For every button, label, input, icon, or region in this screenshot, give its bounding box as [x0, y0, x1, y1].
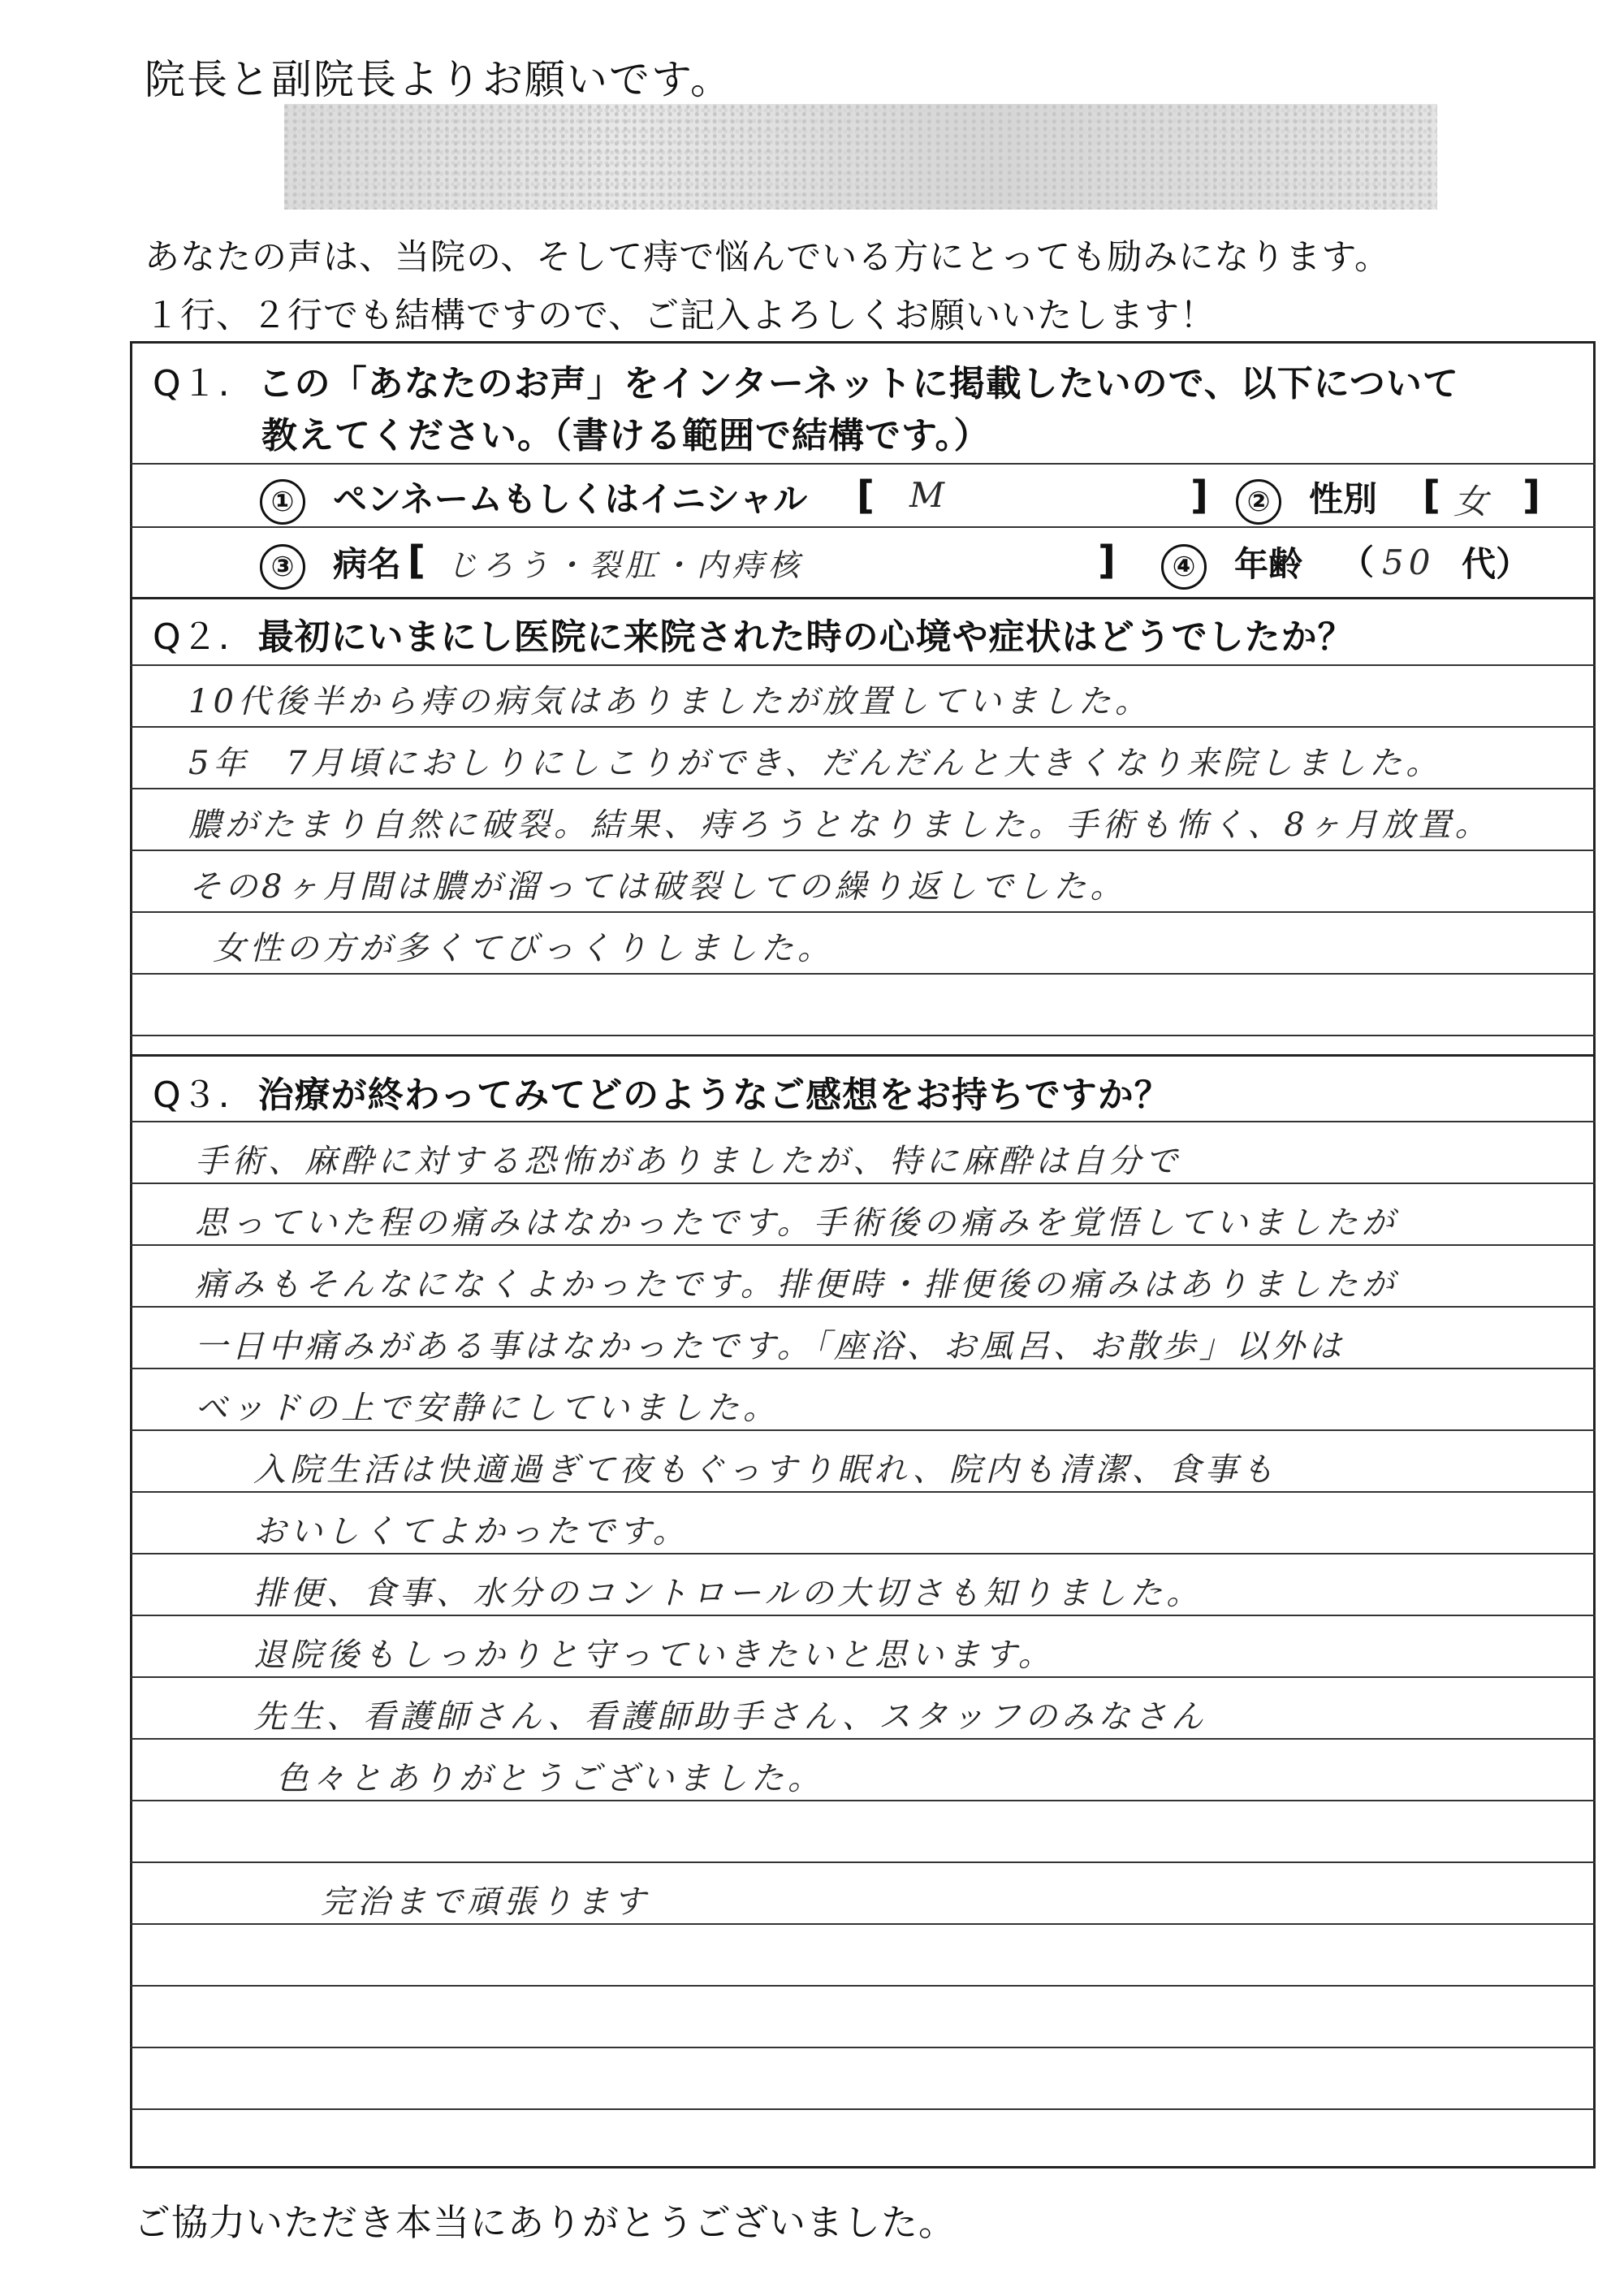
q2-text: 最初にいまにし医院に来院された時の心境や症状はどうでしたか？: [257, 616, 1354, 658]
answer-rule: [130, 2108, 1596, 2110]
answer-rule: [130, 1738, 1596, 1740]
disease-value[interactable]: じろう・裂肛・内痔核: [447, 547, 805, 583]
q3-answer-line: 思っていた程の痛みはなかったです。手術後の痛みを覚悟していましたが: [195, 1204, 1398, 1242]
q3-answer-line: ベッドの上で安静にしていました。: [195, 1390, 780, 1427]
q3-answer-line: 入院生活は快適過ぎて夜もぐっすり眠れ、院内も清潔、食事も: [253, 1451, 1278, 1489]
q3-answer-line: 色々とありがとうございました。: [276, 1760, 824, 1797]
section-divider: [130, 1054, 1596, 1057]
q2-answer-line: その8ヶ月間は膿が溜っては破裂しての繰り返しでした。: [188, 868, 1127, 906]
q1-question-line-2: 教えてください。（書ける範囲で結構です。）: [261, 415, 991, 456]
answer-rule: [130, 1429, 1596, 1431]
answer-rule: [130, 1923, 1596, 1925]
q3-answer-line: 先生、看護師さん、看護師助手さん、スタッフのみなさん: [253, 1698, 1207, 1736]
q2-answer-line: 10代後半から痔の病気はありましたが放置していました。: [188, 683, 1151, 720]
penname-value[interactable]: M: [909, 475, 950, 515]
answer-rule: [130, 664, 1596, 666]
bracket-close: ]: [1522, 473, 1540, 518]
age-value[interactable]: 50: [1382, 543, 1436, 582]
answer-rule: [130, 911, 1596, 913]
bracket-open: [: [857, 473, 875, 518]
q1-question-line-1: [153, 354, 1459, 406]
answer-rule: [130, 1491, 1596, 1493]
gender-field-label: [1236, 473, 1377, 525]
field-number-1: ①: [260, 479, 305, 525]
page-title: 院長と副院長よりお願いです。: [145, 56, 732, 103]
age-suffix: 代）: [1462, 544, 1531, 584]
bracket-close: ]: [1190, 473, 1208, 518]
footer-thanks: ご協力いただき本当にありがとうございました。: [134, 2201, 957, 2244]
q2-answer-line: 5年 7月頃におしりにしこりができ、だんだんと大きくなり来院しました。: [188, 745, 1443, 782]
gender-value[interactable]: 女: [1453, 482, 1493, 521]
field-number-4: ④: [1161, 544, 1207, 590]
q2-number: Q２.: [153, 616, 231, 658]
q3-text: 治療が終わってみてどのようなご感想をお持ちですか？: [257, 1074, 1171, 1116]
q3-number: Q３.: [153, 1074, 231, 1116]
disease-label: 病名: [333, 544, 402, 584]
bracket-open: [: [1423, 473, 1440, 518]
paren-open: （: [1340, 543, 1375, 582]
intro-line-1: あなたの声は、当院の、そして痔で悩んでいる方にとっても励みになります。: [145, 237, 1390, 278]
redacted-area: [284, 104, 1437, 210]
divider: [130, 463, 1596, 465]
q3-answer-line: 完治まで頑張ります: [321, 1883, 650, 1921]
q3-question: [153, 1066, 1171, 1118]
answer-rule: [130, 1985, 1596, 1987]
answer-rule: [130, 1800, 1596, 1801]
q3-answer-line: 一日中痛みがある事はなかったです。「座浴、お風呂、お散歩」以外は: [195, 1328, 1345, 1365]
section-divider: [130, 597, 1596, 599]
q1-text-1: この「あなたのお声」をインターネットに掲載したいので、以下について: [257, 363, 1459, 404]
bracket-open: [: [408, 538, 425, 583]
q3-answer-line: 痛みもそんなになくよかったです。排便時・排便後の痛みはありましたが: [195, 1266, 1398, 1304]
age-field-label: [1161, 538, 1302, 590]
q2-answer-line: 女性の方が多くてびっくりしました。: [213, 930, 834, 967]
answer-rule: [130, 850, 1596, 851]
disease-field-label: [260, 538, 401, 590]
q2-question: [153, 608, 1354, 659]
answer-rule: [130, 788, 1596, 789]
q3-answer-line: おいしくてよかったです。: [253, 1513, 689, 1550]
penname-label: ペンネームもしくはイニシャル: [333, 479, 808, 519]
answer-rule: [130, 1306, 1596, 1308]
q3-answer-line: 排便、食事、水分のコントロールの大切さも知りました。: [253, 1575, 1203, 1612]
answer-rule: [130, 1035, 1596, 1036]
q3-answer-line: 手術、麻酔に対する恐怖がありましたが、特に麻酔は自分で: [195, 1143, 1181, 1180]
field-number-3: ③: [260, 544, 305, 590]
answer-rule: [130, 1368, 1596, 1369]
age-label: 年齢: [1234, 544, 1303, 584]
answer-rule: [130, 973, 1596, 975]
intro-line-2: １行、２行でも結構ですので、ご記入よろしくお願いいたします！: [145, 296, 1216, 336]
age-suffix-text: 代: [1462, 544, 1497, 584]
q3-answer-line: 退院後もしっかりと守っていきたいと思います。: [253, 1637, 1055, 1674]
penname-field-label: [260, 473, 807, 525]
answer-rule: [130, 1553, 1596, 1554]
answer-rule: [130, 726, 1596, 728]
answer-rule: [130, 1244, 1596, 1246]
q1-number: Q１.: [153, 363, 231, 404]
answer-rule: [130, 1183, 1596, 1184]
q2-answer-line: 膿がたまり自然に破裂。結果、痔ろうとなりました。手術も怖く、8ヶ月放置。: [188, 806, 1492, 844]
answer-rule: [130, 1615, 1596, 1616]
answer-rule: [130, 1121, 1596, 1122]
answer-rule: [130, 1861, 1596, 1863]
field-number-2: ②: [1236, 479, 1281, 525]
divider: [130, 526, 1596, 528]
bracket-close: ]: [1098, 538, 1116, 583]
answer-rule: [130, 2047, 1596, 2048]
gender-label: 性別: [1309, 479, 1378, 519]
answer-rule: [130, 1676, 1596, 1678]
